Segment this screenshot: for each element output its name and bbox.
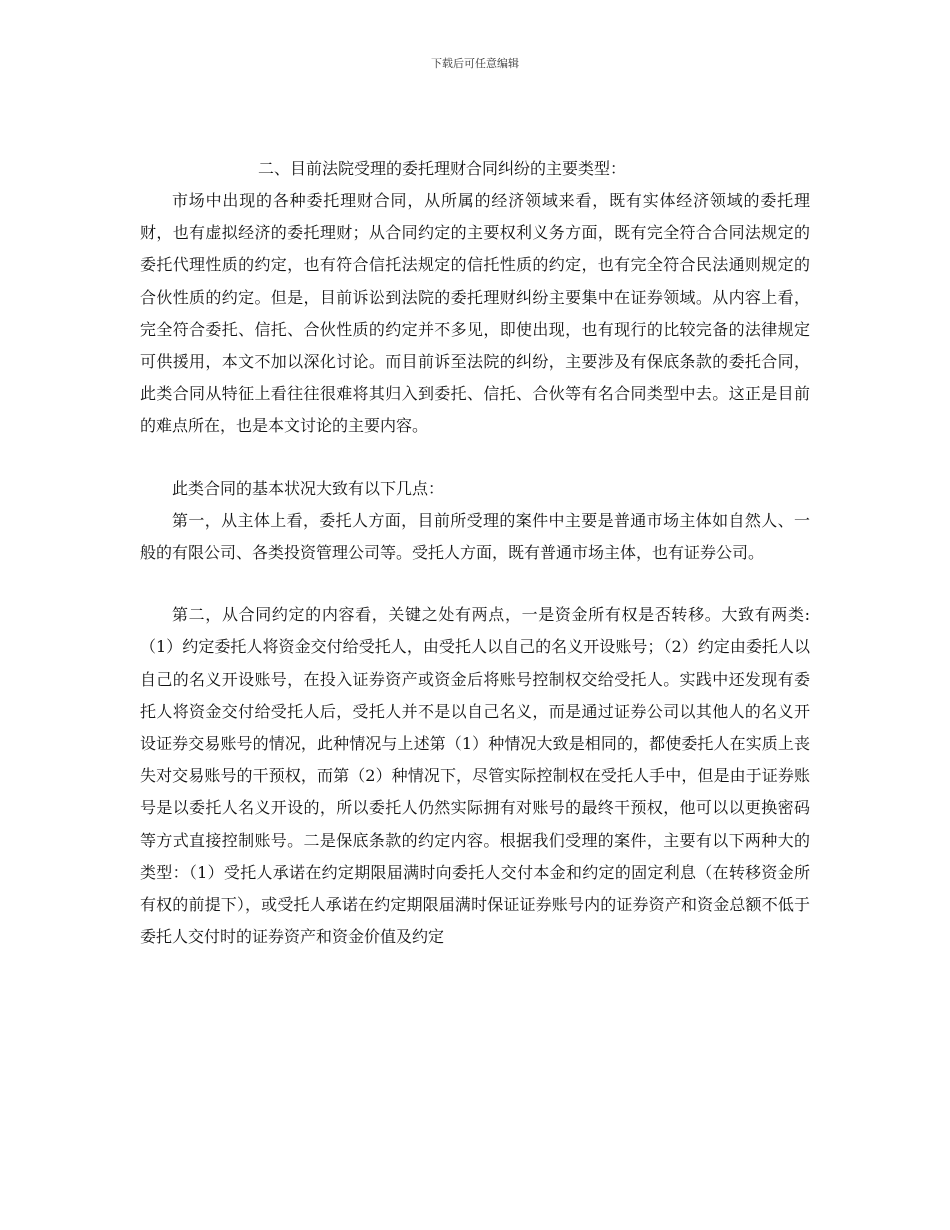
paragraph-spacer — [140, 443, 810, 473]
paragraph-point-one: 第一，从主体上看，委托人方面，目前所受理的案件中主要是普通市场主体如自然人、一般的有限公司、各类投资管理公司等。受托人方面，既有普通市场主体，也有证券公司。 — [140, 510, 810, 563]
page-header: 下载后可任意编辑 — [431, 57, 519, 70]
paragraph-spacer — [140, 569, 810, 599]
paragraph-intro: 市场中出现的各种委托理财合同，从所属的经济领域来看，既有实体经济领域的委托理财，也有虚拟经济的委托理财；从合同约定的主要权利义务方面，既有完全符合合同法规定的委托代理性质的约定，也有符合信托法规定的信托性质的约定，也有完全符合民法通则规定的合伙性质的约定。但是，目前诉讼到法院的委托理财纠纷主要集中在证券领域。从内容上看，完全符合委托、信托、合伙性质的约定并不多见，即使出现，也有现行的比较完备的法律规定可供援用，本文不加以深化讨论。而目前诉至法院的纠纷，主要涉及有保底条款的委托合同，此类合同从特征上看往往很难将其归入到委托、信托、合伙等有名合同类型中去。这正是目前的难点所在，也是本文讨论的主要内容。 — [140, 191, 810, 436]
paragraph-point-two: 第二，从合同约定的内容看，关键之处有两点，一是资金所有权是否转移。大致有两类:（1）约定委托人将资金交付给受托人，由受托人以自己的名义开设账号；（2）约定由委托人以自己的名义开设账号，在投入证券资产或资金后将账号控制权交给受托人。实践中还发现有委托人将资金交付给受托人后，受托人并不是以自己名义，而是通过证券公司以其他人的名义开设证券交易账号的情况，此种情况与上述第（1）种情况大致是相同的，都使委托人在实质上丧失对交易账号的干预权，而第（2）种情况下，尽管实际控制权在受托人手中，但是由于证券账号是以委托人名义开设的，所以委托人仍然实际拥有对账号的最终干预权，他可以以更换密码等方式直接控制账号。二是保底条款的约定内容。根据我们受理的案件，主要有以下两种大的类型：（1）受托人承诺在约定期限届满时向委托人交付本金和约定的固定利息（在转移资金所有权的前提下），或受托人承诺在约定期限届满时保证证券账号内的证券资产和资金总额不低于委托人交付时的证券资产和资金价值及约定 — [140, 605, 810, 947]
section-title: 二、目前法院受理的委托理财合同纠纷的主要类型： — [258, 159, 627, 178]
paragraph-summary-lead: 此类合同的基本状况大致有以下几点： — [172, 478, 445, 498]
document-body — [140, 153, 810, 953]
